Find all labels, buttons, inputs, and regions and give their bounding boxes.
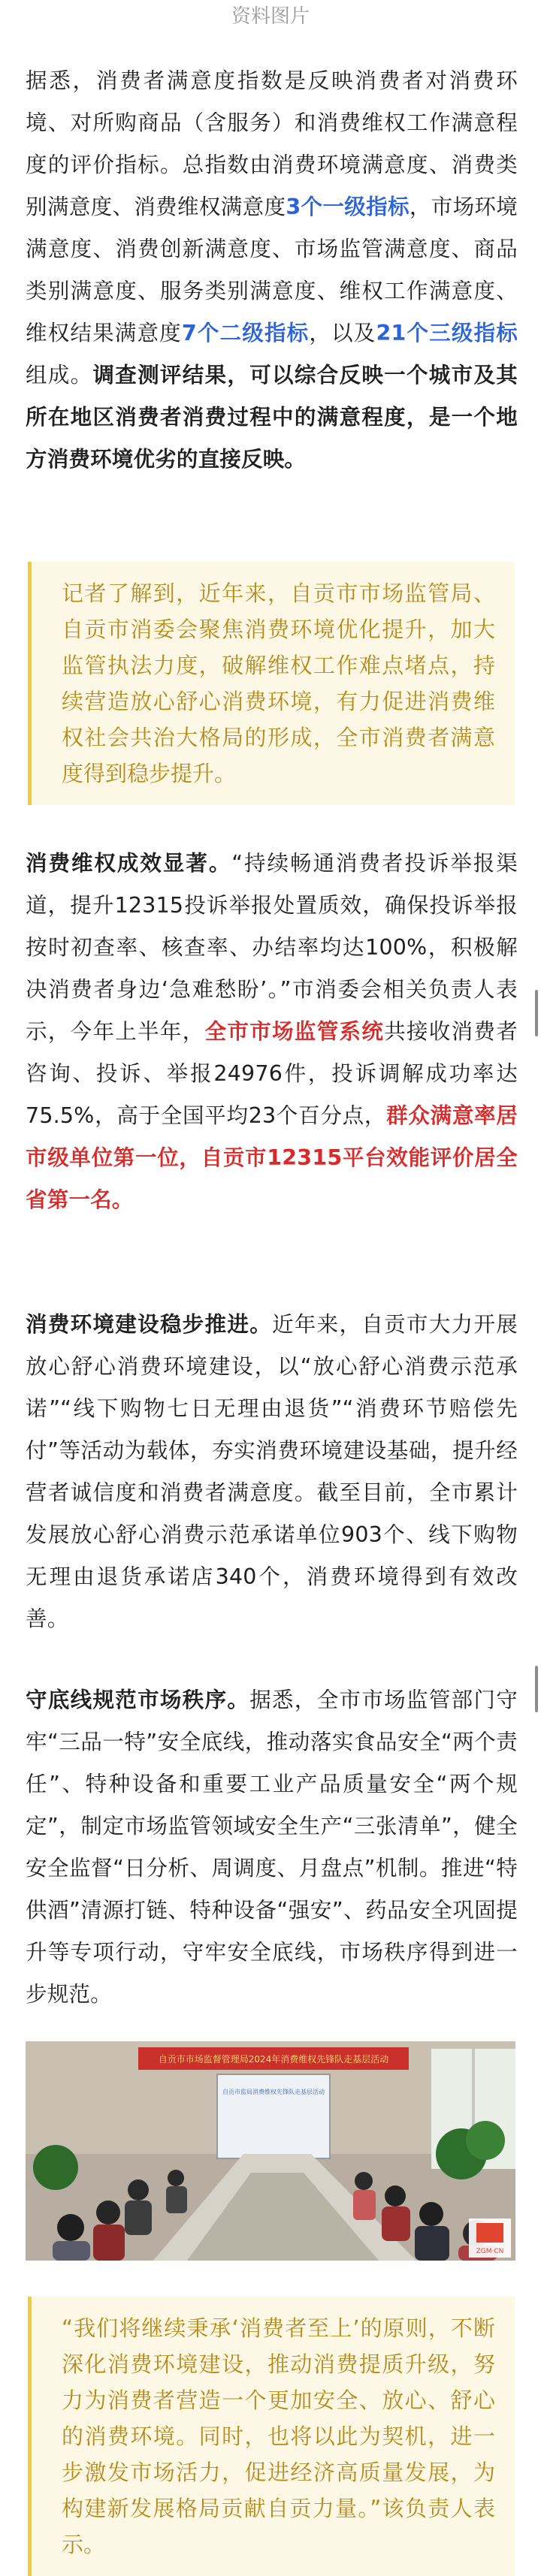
intro-highlight-level3: 21个三级指标 xyxy=(376,321,518,345)
section-2-text: 近年来，自贡市大力开展放心舒心消费环境建设，以“放心舒心消费示范承诺”“线下购物七日无理由退货”“消费环节赔偿先付”等活动为载体，夯实消费环境建设基础，提升经营者诚信度和消费者满意度。截至目前，全市累计发展放心舒心消费示范承诺单位903个、线下购物无理由退货承诺店340个，消费环境得到有效改善。 xyxy=(26,1312,518,1631)
section-1-text-1: “持续畅通消费者投诉举报渠道，提升12315投诉举报处置质效，确保投诉举报按时初查率、核查率、办结率均达100%，积极解决消费者身边‘急难愁盼’。”市消委会相关负责人表示，今年上半年， xyxy=(26,851,518,1044)
intro-text-4: 组成。 xyxy=(26,363,93,388)
section-1-highlight-2: 群众满意率居市级单位第一位，自贡市12315平台效能评价居全省第一名。 xyxy=(26,1103,518,1212)
section-2-title: 消费环境建设稳步推进。 xyxy=(26,1312,273,1337)
intro-text-1: 据悉，消费者满意度指数是反映消费者对消费环境、对所购商品（含服务）和消费维权工作满意程度的评价指标。总指数由消费环境满意度、消费类别满意度、消费维权满意度 xyxy=(26,68,518,219)
intro-text-2: ，市场环境满意度、消费创新满意度、市场监管满意度、商品类别满意度、服务类别满意度、维权工作满意度、维权结果满意度 xyxy=(26,195,518,345)
banner-text: 自贡市市场监督管理局2024年消费维权先锋队走基层活动 xyxy=(158,2054,389,2065)
intro-text-3: ，以及 xyxy=(309,321,376,345)
section-1-text-2: 共接收消费者咨询、投诉、举报24976件，投诉调解成功率达75.5%，高于全国平均23个百分点， xyxy=(26,1019,518,1128)
section-1-highlight-1: 全市市场监管系统 xyxy=(204,1019,385,1044)
section-3-title: 守底线规范市场秩序。 xyxy=(26,1688,250,1712)
intro-bold-conclusion: 调查测评结果，可以综合反映一个城市及其所在地区消费者消费过程中的满意程度，是一个地方消费环境优劣的直接反映。 xyxy=(26,363,518,472)
photo-logo-text: ZGM·CN xyxy=(476,2248,504,2255)
section-consumer-environment xyxy=(26,1304,518,1640)
quote-block-1 xyxy=(28,562,515,805)
intro-paragraph xyxy=(26,60,518,481)
intro-highlight-level2: 7个二级指标 xyxy=(181,321,310,345)
section-3-text: 据悉，全市市场监管部门守牢“三品一特”安全底线，推动落实食品安全“两个责任”、特种设备和重要工业产品质量安全“两个规定”，制定市场监管领域安全生产“三张清单”，健全安全监督“日分析、周调度、月盘点”机制。推进“特供酒”清源打链、特种设备“强安”、药品安全巩固提升等专项行动，守牢安全底线，市场秩序得到进一步规范。 xyxy=(26,1688,518,2007)
section-1-title: 消费维权成效显著。 xyxy=(26,851,232,876)
quote-2-text: “我们将继续秉承‘消费者至上’的原则，不断深化消费环境建设，推动消费提质升级，努力为消费者营造一个更加安全、放心、舒心的消费环境。同时，也将以此为契机，进一步激发市场活力，促进经济高质量发展，为构建新发展格局贡献自贡力量。”该负责人表示。 xyxy=(62,2315,495,2557)
quote-block-2 xyxy=(28,2297,515,2576)
intro-highlight-level1: 3个一级指标 xyxy=(286,195,410,219)
screen-text: 自贡市监局消费维权先锋队走基层活动 xyxy=(222,2089,325,2095)
section-rights-protection xyxy=(26,843,518,1221)
meeting-photo xyxy=(26,2041,515,2261)
scrollbar-thumb-2[interactable] xyxy=(535,1666,538,1712)
section-market-order xyxy=(26,1679,518,2016)
scrollbar-thumb-1[interactable] xyxy=(535,990,538,1036)
quote-1-text: 记者了解到，近年来，自贡市市场监管局、自贡市消委会聚焦消费环境优化提升，加大监管执法力度，破解维权工作难点堵点，持续营造放心舒心消费环境，有力促进消费维权社会共治大格局的形成，全市消费者满意度得到稳步提升。 xyxy=(62,581,495,786)
image-caption: 资料图片 xyxy=(231,5,310,28)
